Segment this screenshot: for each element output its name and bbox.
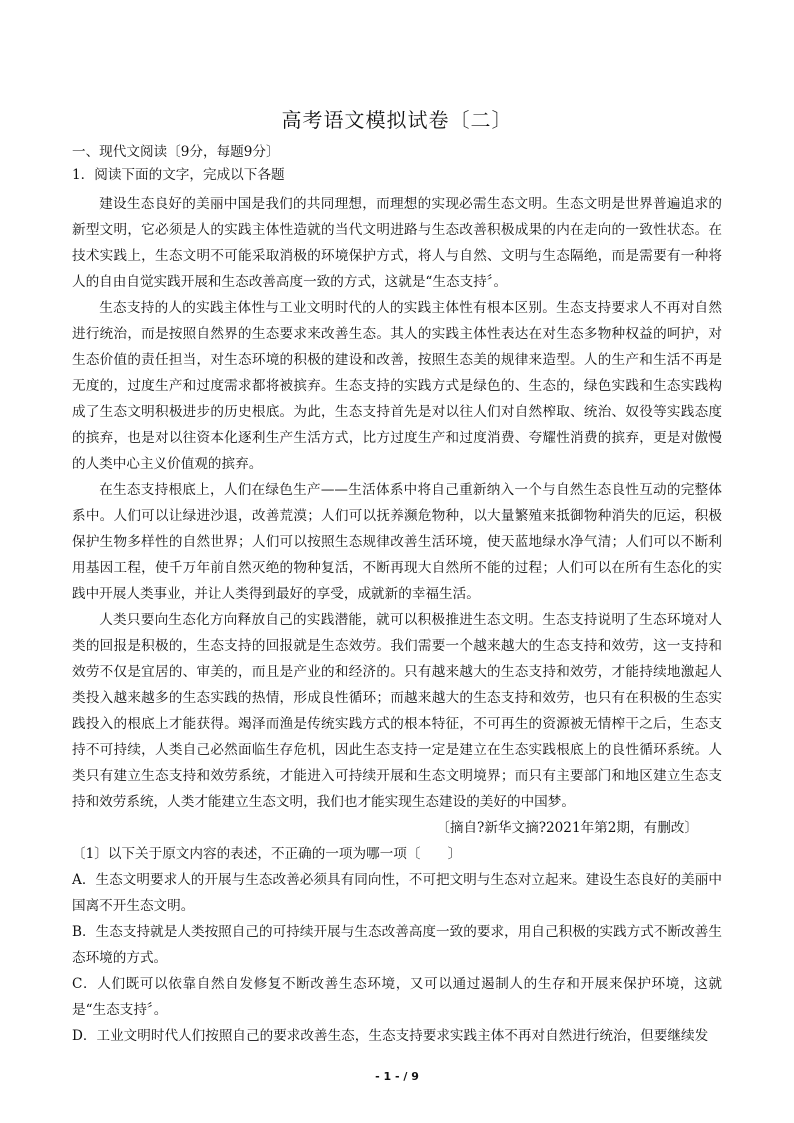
passage-paragraph-4: 人类只要向生态化方向释放自己的实践潜能，就可以积极推进生态文明。生态支持说明了生态环境对人类的回报是积极的，生态支持的回报就是生态效劳。我们需要一个越来越大的生态支持和效劳，这一支持和效劳不仅是宜居的、审美的，而且是产业的和经济的。只有越来越大的生态支持和效劳，才能持续地激起人类投入越来越多的生态实践的热情，形成良性循环；而越来越大的生态支持和效劳，也只有在积极的生态实践投入的根底上才能获得。竭泽而渔是传统实践方式的根本特征，不可再生的资源被无情榨干之后，生态支持不可持续，人类自己必然面临生存危机，因此生态支持一定是建立在生态实践根底上的良性循环系统。人类只有建立生态支持和效劳系统，才能进入可持续开展和生态文明境界；而只有主要部门和地区建立生态支持和效劳系统，人类才能建立生态文明，我们也才能实现生态建设的美好的中国梦。: [72, 612, 722, 810]
option-c: C．人们既可以依靠自然自发修复不断改善生态环境，又可以通过遏制人的生存和开展来保护环境，这就是“生态支持〞。: [72, 976, 722, 1018]
passage-paragraph-1: 建设生态良好的美丽中国是我们的共同理想，而理想的实现必需生态文明。生态文明是世界普遍追求的新型文明，它必须是人的实践主体性造就的当代文明进路与生态改善积极成果的内在走向的一致性状态。在技术实践上，生态文明不可能采取消极的环境保护方式，将人与自然、文明与生态隔绝，而是需要有一种将人的自由自觉实践开展和生态改善高度一致的方式，这就是“生态支持〞。: [72, 196, 722, 290]
source-citation: 〔摘自?新华文摘?2021年第2期，有删改〕: [436, 820, 698, 836]
option-b: B．生态支持就是人类按照自己的可持续开展与生态改善高度一致的要求，用自己积极的实践方式不断改善生态环境的方式。: [72, 924, 722, 966]
passage-paragraph-3: 在生态支持根底上，人们在绿色生产——生活体系中将自己重新纳入一个与自然生态良性互动的完整体系中。人们可以让绿进沙退，改善荒漠；人们可以抚养濒危物种，以大量繁殖来抵御物种消失的厄运，积极保护生物多样性的自然世界；人们可以按照生态规律改善生活环境，使天蓝地绿水净气清；人们可以不断利用基因工程，使千万年前自然灭绝的物种复活，不断再现大自然所不能的过程；人们可以在所有生态化的实践中开展人类事业，并让人类得到最好的享受，成就新的幸福生活。: [72, 482, 722, 602]
section-heading: 一、现代文阅读〔9分，每题9分〕: [72, 144, 280, 160]
question-intro: 1．阅读下面的文字，完成以下各题: [72, 167, 285, 183]
page-number: - 1 - / 9: [375, 1070, 419, 1083]
content: [72, 141, 722, 1049]
option-d: D．工业文明时代人们按照自己的要求改善生态，生态支持要求实践主体不再对自然进行统治，但要继续发: [72, 1028, 709, 1044]
passage-paragraph-2: 生态支持的人的实践主体性与工业文明时代的人的实践主体性有根本区别。生态支持要求人不再对自然进行统治，而是按照自然界的生态要求来改善生态。其人的实践主体性表达在对生态多物种权益的呵护，对生态价值的责任担当，对生态环境的积极的建设和改善，按照生态美的规律来造型。人的生产和生活不再是无度的，过度生产和过度需求都将被摈弃。生态支持的实践方式是绿色的、生态的，绿色实践和生态实践构成了生态文明积极进步的历史根底。为此，生态支持首先是对以往人们对自然榨取、统治、奴役等实践态度的摈弃，也是对以往资本化逐利生产生活方式，比方过度生产和过度消费、夸耀性消费的摈弃，更是对傲慢的人类中心主义价值观的摈弃。: [72, 300, 722, 472]
exam-title: 高考语文模拟试卷〔二〕: [281, 108, 513, 132]
option-a: A．生态文明要求人的开展与生态改善必须具有同向性，不可把文明与生态对立起来。建设生态良好的美丽中国离不开生态文明。: [72, 872, 722, 914]
sub-question: 〔1〕以下关于原文内容的表述，不正确的一项为哪一项〔 〕: [72, 846, 462, 862]
